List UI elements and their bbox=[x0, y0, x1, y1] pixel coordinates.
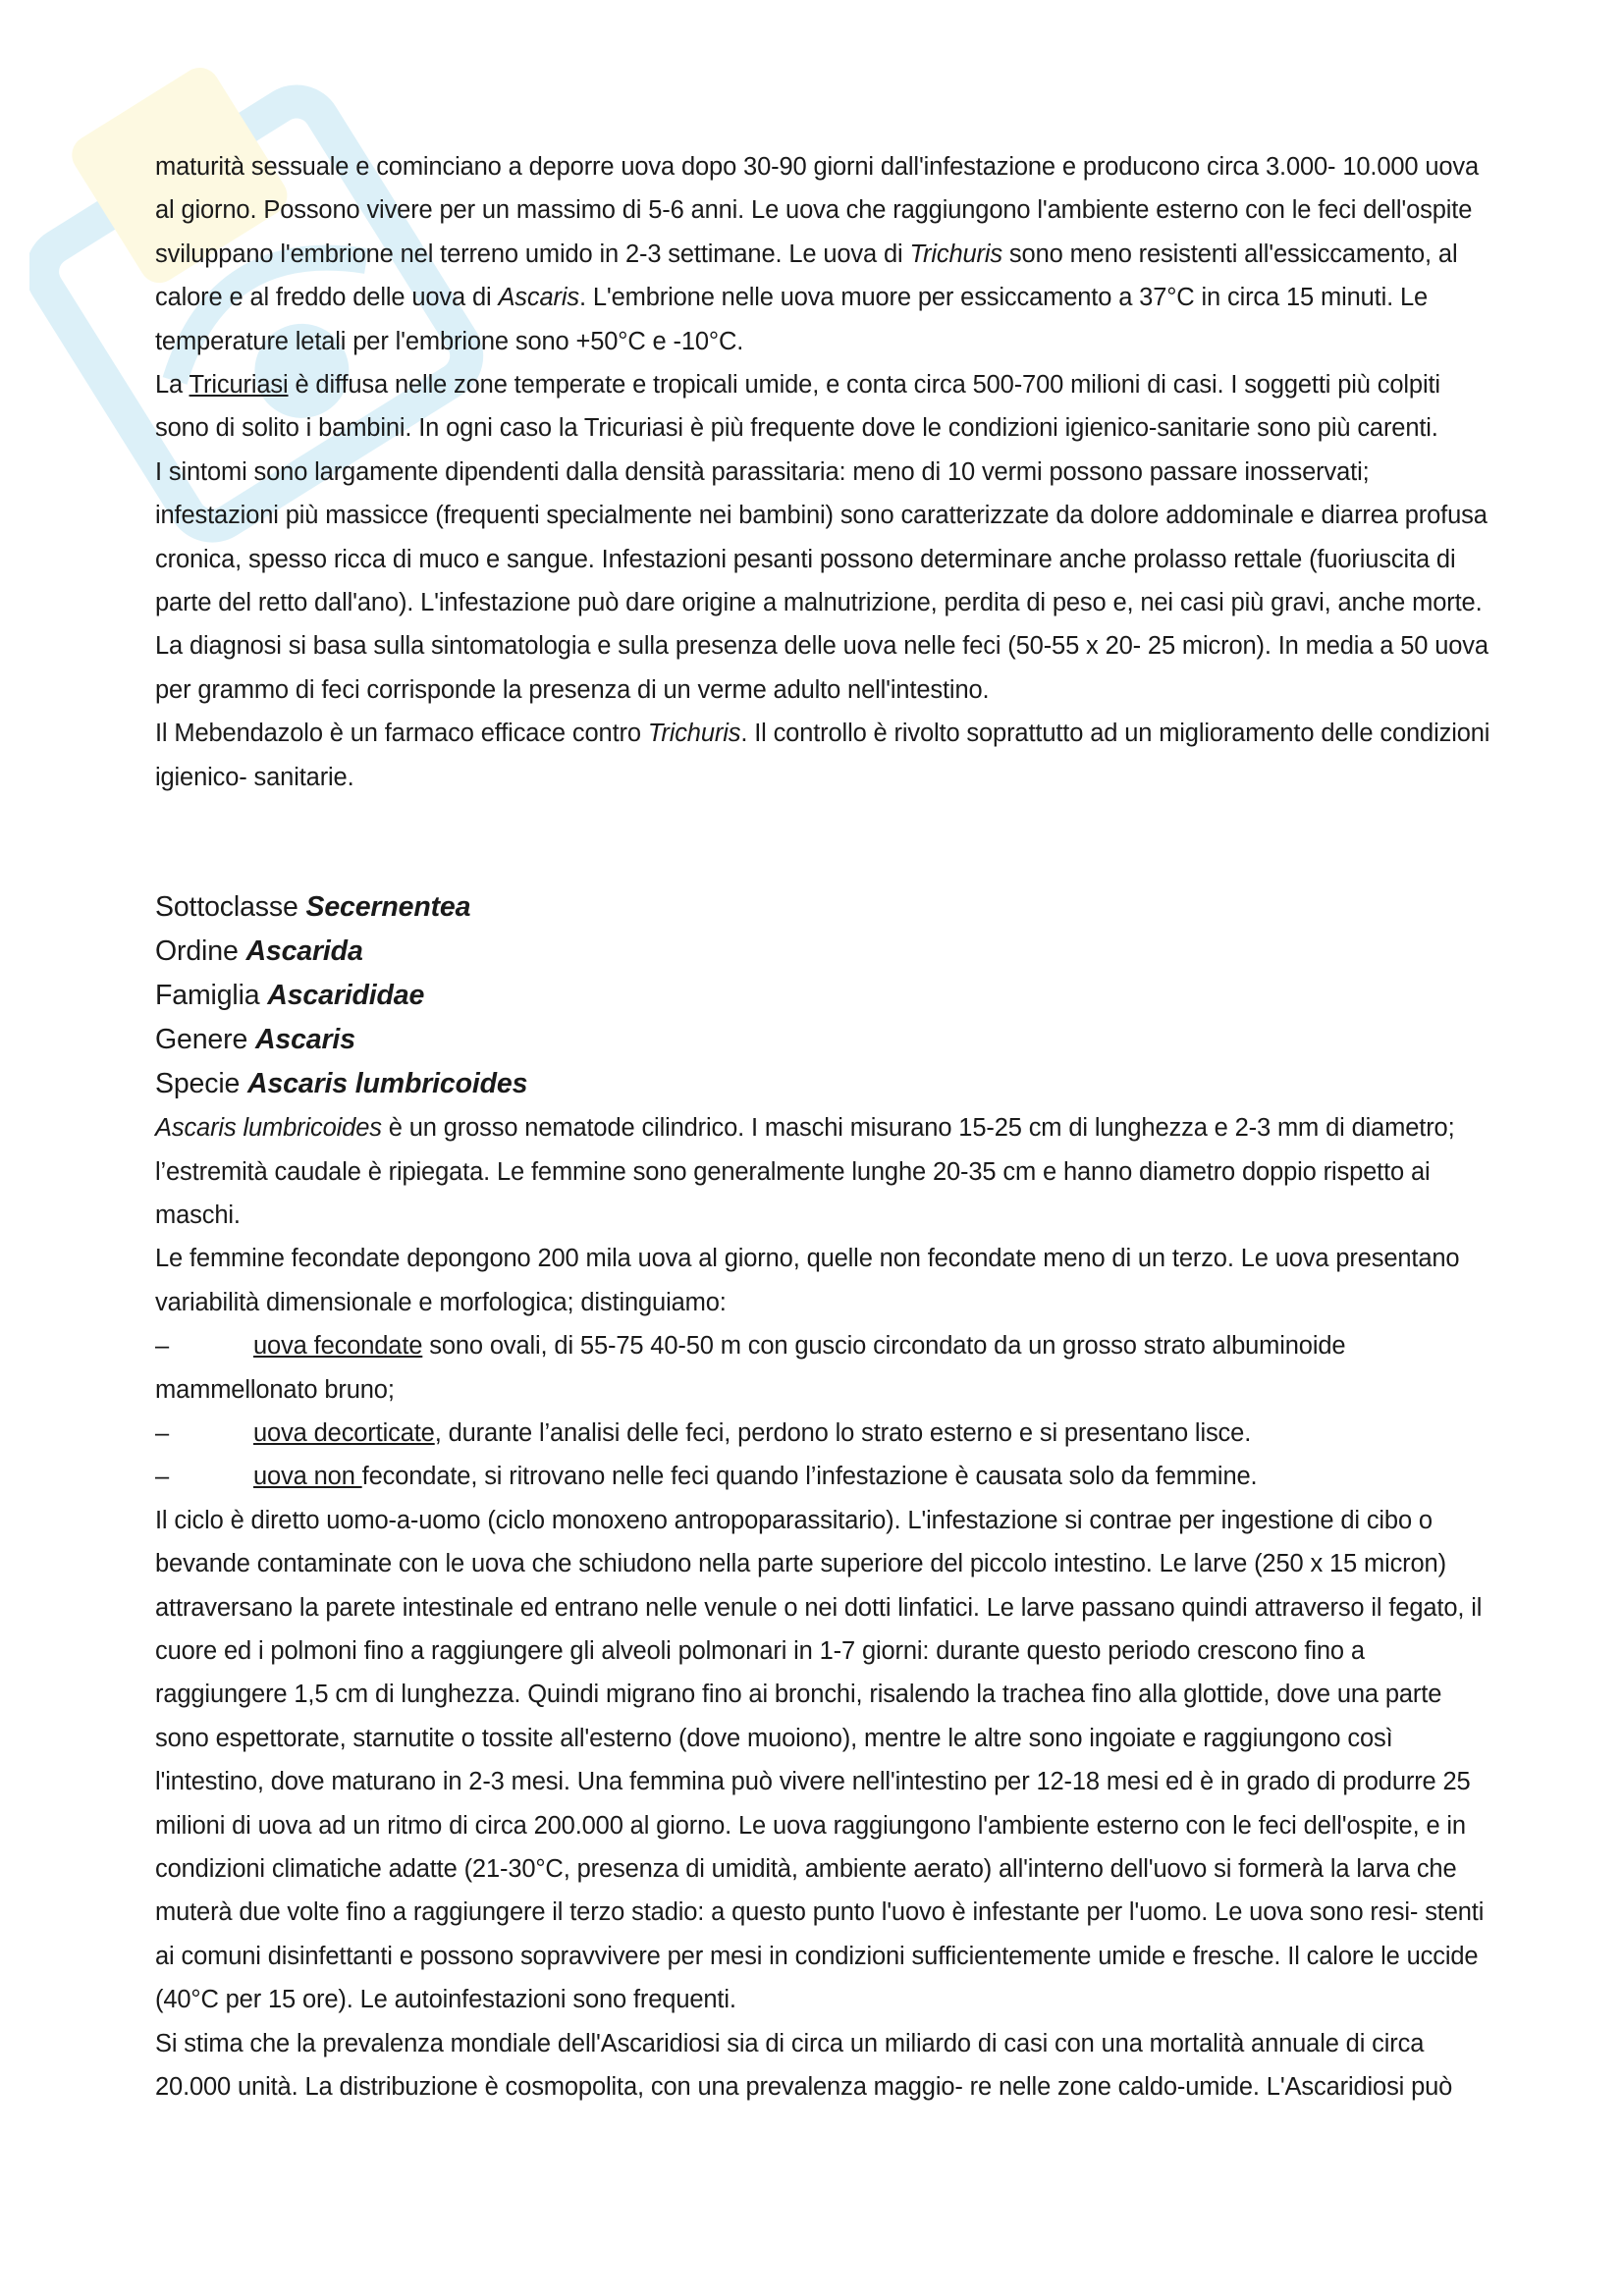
description-paragraph: Ascaris lumbricoides è un grosso nematode cilindrico. I maschi misurano 15-25 cm di lunghezza e 2-3 mm di diametro; l’estremità caudale è ripiegata. Le femmine sono generalmente lunghe 20-35 cm e hanno diametro doppio rispetto ai maschi. bbox=[155, 1114, 1455, 1229]
cycle-paragraph: Il ciclo è diretto uomo-a-uomo (ciclo monoxeno antropoparassitario). L'infestazione si contrae per ingestione di cibo o bevande contaminate con le uova che schiudono nella parte superiore del piccolo intestino. Le larve (250 x 15 micron) attraversano la parete intestinale ed entrano nelle venule o nei dotti linfatici. Le larve passano quindi attraverso il fegato, il cuore ed i polmoni fino a raggiungere gli alveoli polmonari in 1-7 giorni: durante questo periodo crescono fino a raggiungere 1,5 cm di lunghezza. Quindi migrano fino ai bronchi, risalendo la trachea fino alla glottide, dove una parte sono espettorate, starnutite o tossite all'esterno (dove muoiono), mentre le altre sono ingoiate e raggiungono così l'intestino, dove maturano in 2-3 mesi. Una femmina può vivere nell'intestino per 12-18 mesi ed è in grado di produrre 25 milioni di uova ad un ritmo di circa 200.000 al giorno. Le uova raggiungono l'ambiente esterno con le feci dell'ospite, e in condizioni climatiche adatte (21-30°C, presenza di umidità, ambiente aerato) all'interno dell'uovo si formerà la larva che muterà due volte fino a raggiungere il terzo stadio: a questo punto l'uovo è infestante per l'uomo. Le uova sono resi- stenti ai comuni disinfettanti e possono sopravvivere per mesi in condizioni sufficientemente umide e fresche. Il calore le uccide (40°C per 15 ore). Le autoinfestazioni sono frequenti. bbox=[155, 1506, 1485, 2014]
symptoms-paragraph: I sintomi sono largamente dipendenti dalla densità parassitaria: meno di 10 vermi possono passare inosservati; infestazioni più massicce (frequenti specialmente nei bambini) sono caratterizzate da dolore addominale e diarrea profusa cronica, spesso ricca di muco e sangue. Infestazioni pesanti possono determinare anche prolasso rettale (fuoriuscita di parte del retto dall'ano). L'infestazione può dare origine a malnutrizione, perdita di peso e, nei casi più gravi, anche morte. bbox=[155, 457, 1488, 617]
list-item: – uova non fecondate, si ritrovano nelle feci quando l’infestazione è causata solo da femmine. bbox=[155, 1463, 1258, 1491]
treatment-paragraph: Il Mebendazolo è un farmaco efficace contro Trichuris. Il controllo è rivolto soprattutto ad un miglioramento delle condizioni igienico- sanitarie. bbox=[155, 720, 1490, 791]
tricuriasi-paragraph: La Tricuriasi è diffusa nelle zone temperate e tropicali umide, e conta circa 500-700 milioni di casi. I soggetti più colpiti sono di solito i bambini. In ogni caso la Tricuriasi è più frequente dove le condizioni igienico-sanitarie sono più carenti. bbox=[155, 371, 1440, 443]
list-item: – uova decorticate, durante l’analisi delle feci, perdono lo strato esterno e si presentano lisce. bbox=[155, 1418, 1252, 1447]
tricuriasi-term: Tricuriasi bbox=[189, 371, 289, 400]
taxonomy-family: Famiglia Ascarididae bbox=[155, 980, 425, 1012]
intro-paragraph: maturità sessuale e cominciano a deporre uova dopo 30-90 giorni dall'infestazione e producono circa 3.000- 10.000 uova al giorno. Possono vivere per un massimo di 5-6 anni. Le uova che raggiungono l'ambiente esterno con le feci dell'ospite sviluppano l'embrione nel terreno umido in 2-3 settimane. Le uova di Trichuris sono meno resistenti all'essiccamento, al calore e al freddo delle uova di Ascaris. L'embrione nelle uova muore per essiccamento a 37°C in circa 15 minuti. Le temperature letali per l'embrione sono +50°C e -10°C. bbox=[155, 153, 1480, 355]
document-body bbox=[155, 145, 1490, 2109]
eggs-paragraph: Le femmine fecondate depongono 200 mila uova al giorno, quelle non fecondate meno di un terzo. Le uova presentano variabilità dimensionale e morfologica; distinguiamo: bbox=[155, 1245, 1460, 1316]
prevalence-paragraph: Si stima che la prevalenza mondiale dell'Ascaridiosi sia di circa un miliardo di casi con una mortalità annuale di circa 20.000 unità. La distribuzione è cosmopolita, con una prevalenza maggio- re nelle zone caldo-umide. L'Ascaridiosi può bbox=[155, 2029, 1453, 2102]
taxonomy-subclass: Sottoclasse Secernentea bbox=[155, 891, 471, 924]
list-item: – uova fecondate sono ovali, di 55-75 40-50 m con guscio circondato da un grosso strato albuminoide mammellonato bruno; bbox=[155, 1332, 1346, 1404]
egg-types-list bbox=[155, 1324, 1490, 1499]
diagnosis-paragraph: La diagnosi si basa sulla sintomatologia e sulla presenza delle uova nelle feci (50-55 x 20- 25 micron). In media a 50 uova per grammo di feci corrisponde la presenza di un verme adulto nell'intestino. bbox=[155, 632, 1488, 704]
taxonomy-species: Specie Ascaris lumbricoides bbox=[155, 1068, 528, 1100]
taxonomy-order: Ordine Ascarida bbox=[155, 935, 363, 968]
section-spacer bbox=[155, 799, 1490, 885]
taxonomy-block bbox=[155, 885, 1490, 1106]
taxonomy-genus: Genere Ascaris bbox=[155, 1024, 355, 1056]
